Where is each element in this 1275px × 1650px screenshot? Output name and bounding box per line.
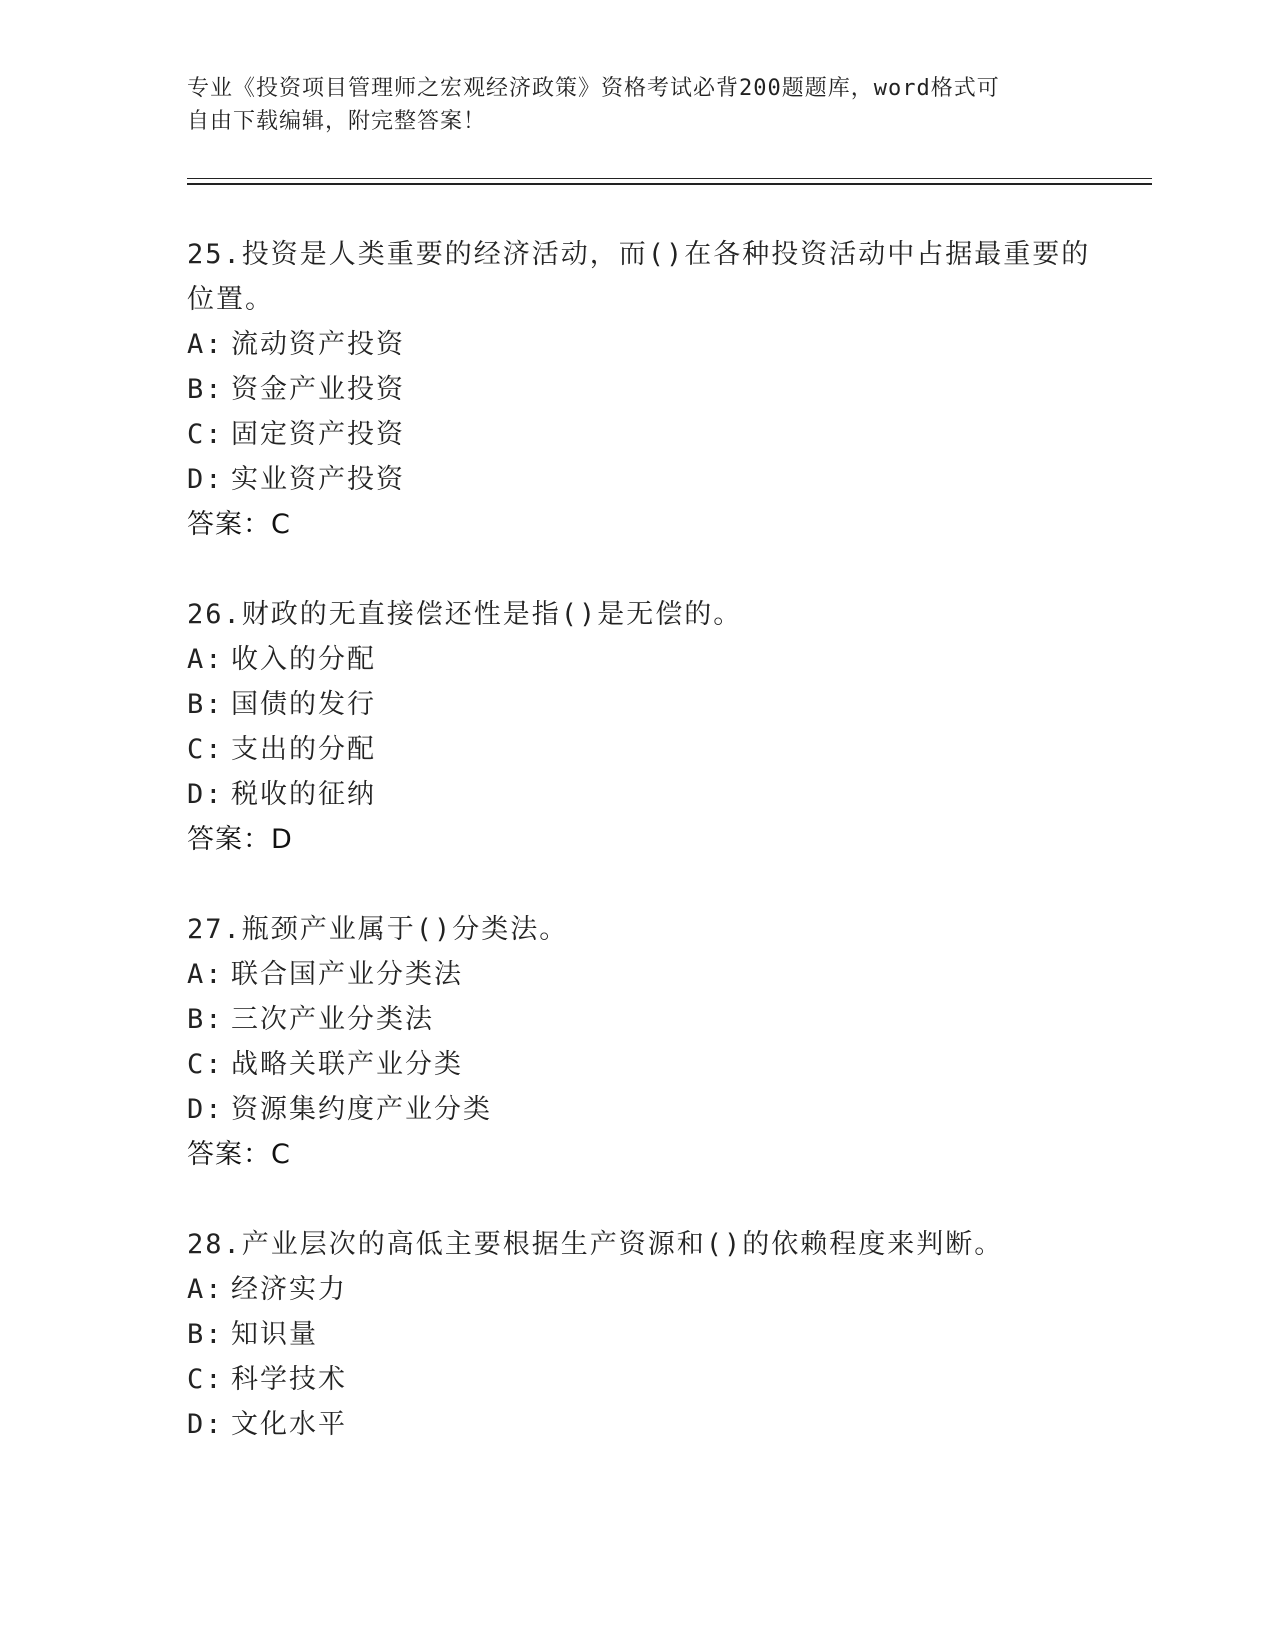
option-letter: B: [187, 374, 224, 405]
option-text: 知识量 [231, 1319, 318, 1350]
option-c [187, 727, 1107, 772]
option-c [187, 412, 1107, 457]
document-header [187, 72, 1087, 138]
question-stem: 26.财政的无直接偿还性是指()是无偿的。 [187, 599, 743, 630]
option-text: 资金产业投资 [231, 374, 405, 405]
option-text: 税收的征纳 [231, 779, 376, 810]
option-letter: A: [187, 959, 224, 990]
option-letter: B: [187, 1319, 224, 1350]
option-text: 联合国产业分类法 [231, 959, 463, 990]
answer: 答案：C [187, 1139, 291, 1170]
option-text: 流动资产投资 [231, 329, 405, 360]
header-divider-thick [187, 183, 1152, 185]
header-divider-thin [187, 178, 1152, 179]
question-stem: 28.产业层次的高低主要根据生产资源和()的依赖程度来判断。 [187, 1229, 1004, 1260]
answer: 答案：D [187, 824, 293, 855]
option-letter: D: [187, 779, 224, 810]
option-b [187, 367, 1107, 412]
question-26 [187, 592, 1107, 862]
option-text: 资源集约度产业分类 [231, 1094, 492, 1125]
option-a [187, 322, 1107, 367]
option-letter: C: [187, 734, 224, 765]
option-text: 收入的分配 [231, 644, 376, 675]
question-stem-cont: 位置。 [187, 284, 274, 315]
option-text: 国债的发行 [231, 689, 376, 720]
question-stem: 27.瓶颈产业属于()分类法。 [187, 914, 569, 945]
option-a [187, 1267, 1107, 1312]
option-a [187, 637, 1107, 682]
question-27 [187, 907, 1107, 1177]
option-d [187, 1402, 1107, 1447]
option-text: 经济实力 [231, 1274, 347, 1305]
question-25 [187, 232, 1107, 547]
option-b [187, 997, 1107, 1042]
option-letter: A: [187, 1274, 224, 1305]
question-list [187, 232, 1107, 1492]
option-text: 三次产业分类法 [231, 1004, 434, 1035]
option-text: 实业资产投资 [231, 464, 405, 495]
option-letter: B: [187, 689, 224, 720]
option-letter: D: [187, 1094, 224, 1125]
option-letter: A: [187, 644, 224, 675]
question-28 [187, 1222, 1107, 1447]
option-d [187, 1087, 1107, 1132]
option-letter: A: [187, 329, 224, 360]
option-letter: C: [187, 1364, 224, 1395]
option-letter: D: [187, 464, 224, 495]
option-a [187, 952, 1107, 997]
option-letter: D: [187, 1409, 224, 1440]
option-text: 固定资产投资 [231, 419, 405, 450]
header-line-2: 自由下载编辑，附完整答案！ [187, 109, 487, 134]
option-text: 文化水平 [231, 1409, 347, 1440]
option-c [187, 1357, 1107, 1402]
option-b [187, 682, 1107, 727]
option-letter: C: [187, 1049, 224, 1080]
header-line-1: 专业《投资项目管理师之宏观经济政策》资格考试必背200题题库，word格式可 [187, 76, 1000, 101]
option-text: 科学技术 [231, 1364, 347, 1395]
option-c [187, 1042, 1107, 1087]
option-letter: C: [187, 419, 224, 450]
answer: 答案：C [187, 509, 291, 540]
option-b [187, 1312, 1107, 1357]
option-text: 支出的分配 [231, 734, 376, 765]
option-d [187, 772, 1107, 817]
option-text: 战略关联产业分类 [231, 1049, 463, 1080]
option-d [187, 457, 1107, 502]
option-letter: B: [187, 1004, 224, 1035]
question-stem: 25.投资是人类重要的经济活动，而()在各种投资活动中占据最重要的 [187, 239, 1091, 270]
